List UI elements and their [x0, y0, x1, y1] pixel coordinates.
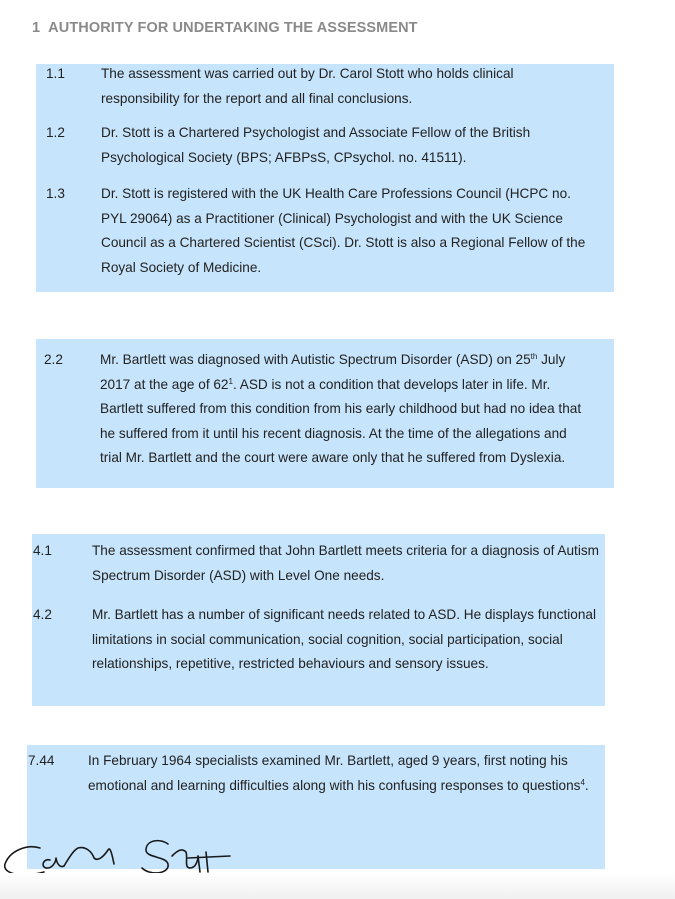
paragraph-number: 7.44 [28, 753, 55, 768]
paragraph-number: 1.3 [46, 186, 65, 201]
footnote-marker: 4 [580, 777, 585, 787]
paragraph-text-part: In February 1964 specialists examined Mr. Bartlett, aged 9 years, first noting his emotional and learning difficulties along with his confusing responses to questions [88, 753, 581, 793]
paragraph-number: 4.1 [33, 543, 52, 558]
paragraph-text: The assessment confirmed that John Bartlett meets criteria for a diagnosis of Autism Spectrum Disorder (ASD) with Level One needs. [92, 543, 599, 583]
footnote-marker: 1 [228, 376, 233, 386]
section-heading [32, 20, 418, 36]
section-heading-number: 1 [32, 20, 41, 36]
paragraph-number: 1.1 [46, 66, 65, 81]
paragraph-text-part: . ASD is not a condition that develops later in life. Mr. Bartlett suffered from this condition from his early childhood but had no idea that he suffered from it until his recent diagnosis. At the time of the allegations and trial Mr. Bartlett and the court were aware only that he suffered from Dyslexia. [100, 376, 582, 465]
paragraph-text [100, 348, 590, 471]
paragraph-number: 1.2 [46, 125, 65, 140]
paragraph-number: 2.2 [44, 352, 63, 367]
ordinal-superscript: th [530, 352, 538, 361]
paragraph-text: Dr. Stott is registered with the UK Health Care Professions Council (HCPC no. PYL 29064) as a Practitioner (Clinical) Psychologist and with the UK Science Council as a Chartered Scientist (CSci). Dr. Stott is also a Regional Fellow of the Royal Society of Medicine. [101, 186, 586, 275]
section-heading-title: AUTHORITY FOR UNDERTAKING THE ASSESSMENT [48, 20, 418, 36]
paragraph-text: Dr. Stott is a Chartered Psychologist and Associate Fellow of the British Psychological Society (BPS; AFBPsS, CPsychol. no. 41511). [101, 125, 531, 165]
paragraph-number: 4.2 [33, 607, 52, 622]
paragraph-text-part: Mr. Bartlett was diagnosed with Autistic Spectrum Disorder (ASD) on 25 [100, 352, 531, 367]
paragraph-text-part: . [584, 777, 589, 793]
paragraph-text: Mr. Bartlett has a number of significant needs related to ASD. He displays functional limitations in social communication, social cognition, social participation, social relationships, repetitive, restricted behaviours and sensory issues. [92, 607, 596, 671]
page-bottom-edge [0, 873, 675, 899]
paragraph-text-part: July 2017 at the age of 62 [100, 352, 566, 392]
paragraph-text [88, 749, 593, 798]
paragraph-text: The assessment was carried out by Dr. Carol Stott who holds clinical responsibility for the report and all final conclusions. [101, 66, 514, 106]
